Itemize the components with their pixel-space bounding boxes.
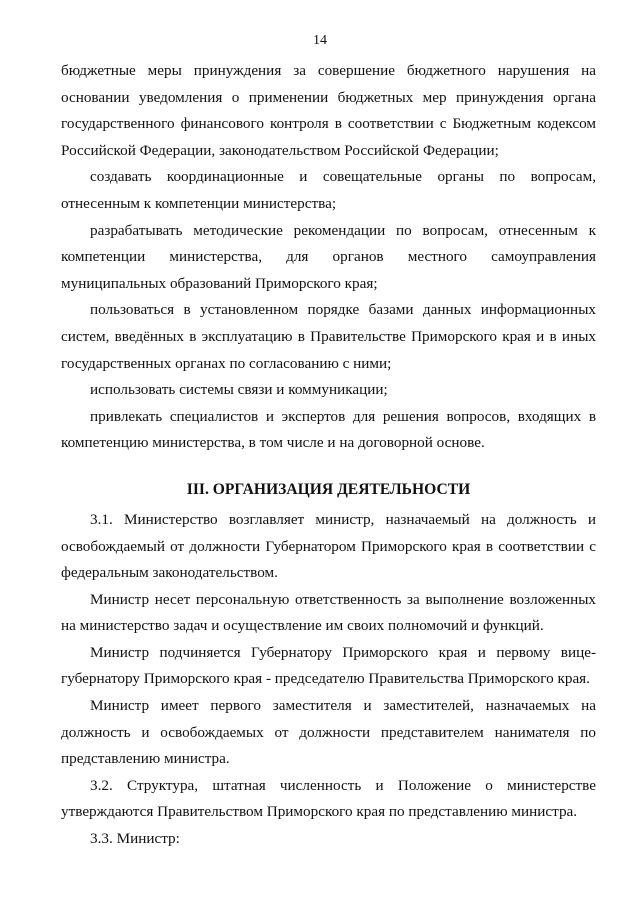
paragraph-communication-systems: использовать системы связи и коммуникации;	[90, 381, 388, 399]
paragraph-budget-measures: бюджетные меры принуждения за совершение бюджетного нарушения на основании уведомления о применении бюджетных мер принуждения органа государственного финансового контроля в соответствии с Бюджетным кодексом Российской Федерации, законодательством Российской Федерации;	[61, 62, 596, 159]
page-number: 14	[313, 33, 327, 48]
section-heading-organization: III. ОРГАНИЗАЦИЯ ДЕЯТЕЛЬНОСТИ	[186, 480, 471, 498]
paragraph-minister-responsibility: Министр несет персональную ответственность за выполнение возложенных на министерство задач и осуществление им своих полномочий и функций.	[61, 590, 596, 635]
paragraph-deputies: Министр имеет первого заместителя и заместителей, назначаемых на должность и освобождаемых от должности представителем нанимателя по представлению министра.	[61, 697, 596, 768]
document-body	[61, 58, 596, 853]
paragraph-databases: пользоваться в установленном порядке базами данных информационных систем, введённых в эксплуатацию в Правительстве Приморского края и в иных государственных органах по согласованию с ними;	[61, 301, 596, 372]
paragraph-experts: привлекать специалистов и экспертов для решения вопросов, входящих в компетенцию министерства, в том числе и на договорной основе.	[61, 407, 596, 452]
paragraph-methodical-recommendations: разрабатывать методические рекомендации по вопросам, отнесенным к компетенции министерства, для органов местного самоуправления муниципальных образований Приморского края;	[61, 221, 596, 292]
paragraph-3-3: 3.3. Министр:	[90, 830, 180, 848]
paragraph-minister-subordination: Министр подчиняется Губернатору Приморского края и первому вице-губернатору Приморского края - председателю Правительства Приморского края.	[61, 643, 596, 688]
paragraph-3-2: 3.2. Структура, штатная численность и Положение о министерстве утверждаются Правительством Приморского края по представлению министра.	[61, 776, 596, 821]
paragraph-3-1: 3.1. Министерство возглавляет министр, назначаемый на должность и освобождаемый от должности Губернатором Приморского края в соответствии с федеральным законодательством.	[61, 510, 596, 582]
paragraph-coordination-bodies: создавать координационные и совещательные органы по вопросам, отнесенным к компетенции министерства;	[61, 168, 596, 212]
